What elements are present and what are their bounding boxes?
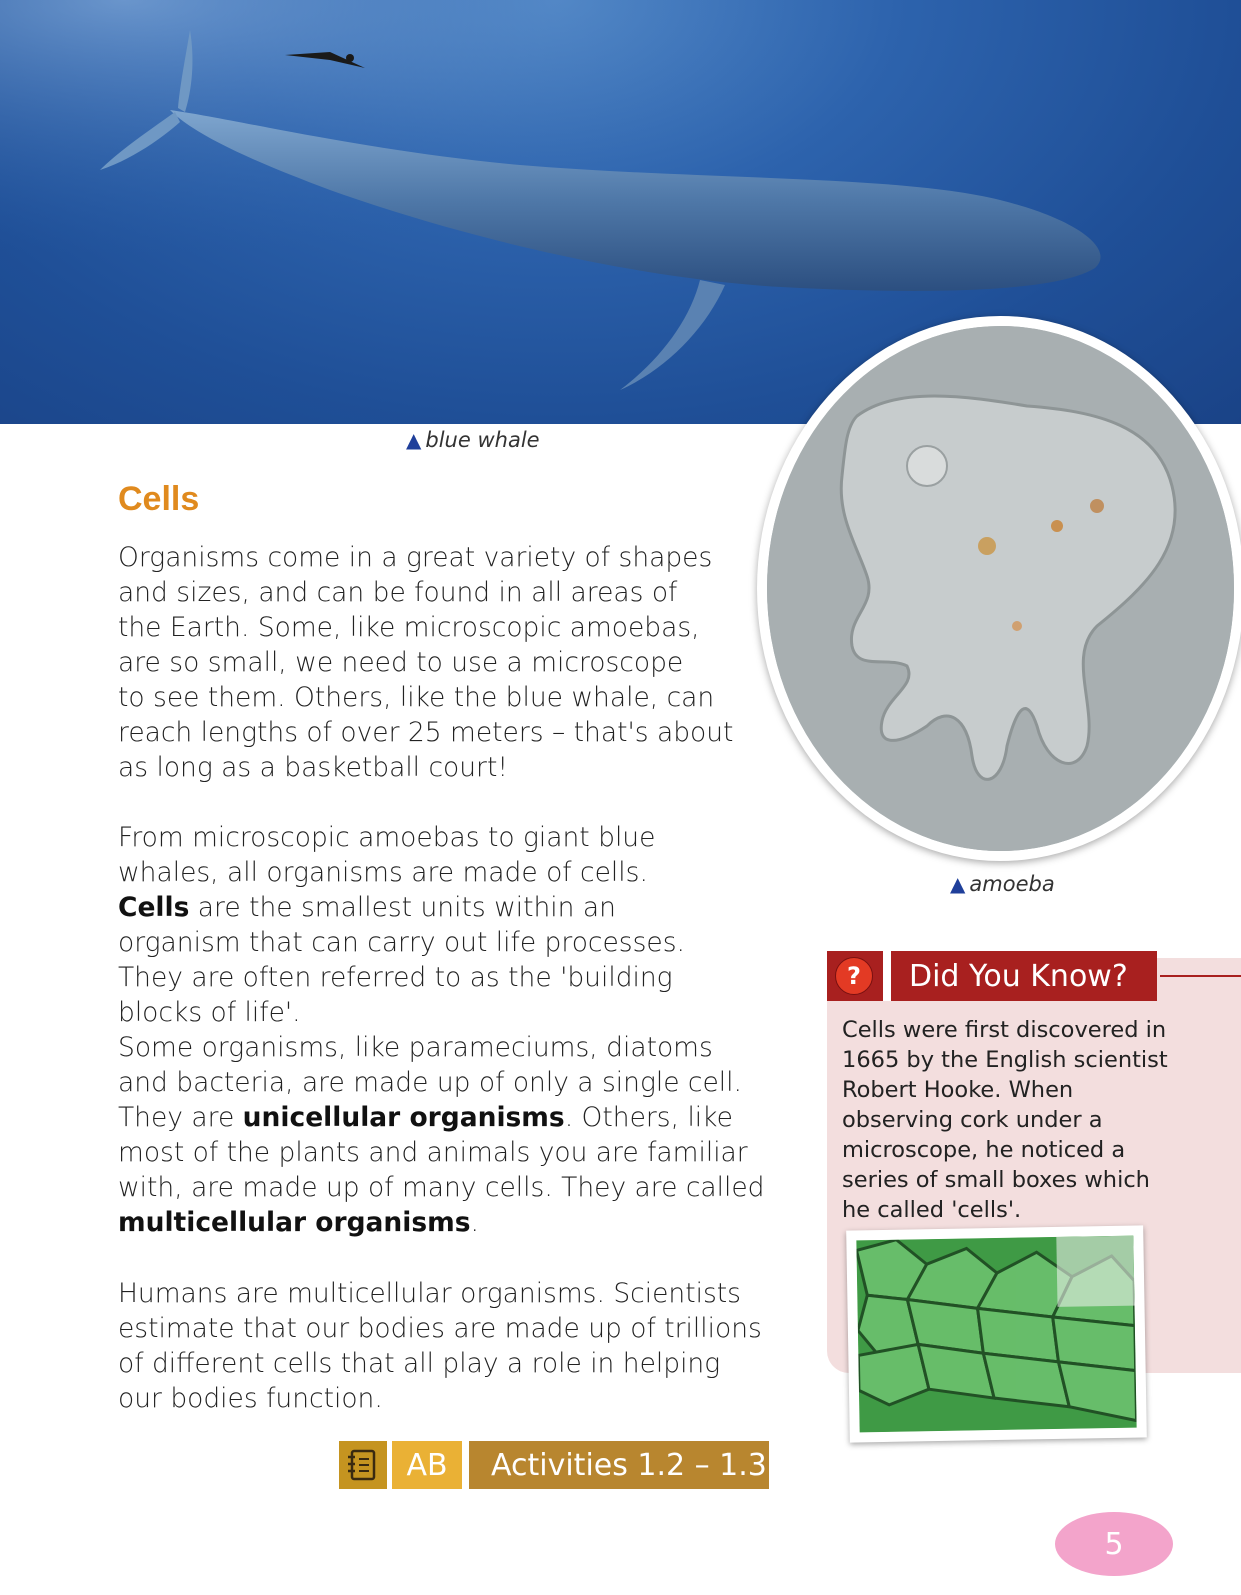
triangle-icon: ▲	[406, 428, 422, 452]
term-unicellular: unicellular organisms	[242, 1102, 565, 1133]
whale-caption: ▲ blue whale	[406, 428, 540, 452]
amoeba-illustration	[767, 326, 1234, 851]
triangle-icon: ▲	[950, 872, 966, 896]
notebook-icon	[339, 1441, 387, 1489]
did-you-know-text: Cells were first discovered in 1665 by the English scientist Robert Hooke. When observing cork under a microscope, he noticed a series of small boxes which he called 'cells'.	[842, 1017, 1168, 1223]
paragraph-1: Organisms come in a great variety of shapes and sizes, and can be found in all areas of the Earth. Some, like microscopic amoebas, are so small, we need to use a microscope to see them. Others, like the blue whale, can reach lengths of over 25 meters – that's about as long as a basketball court!	[118, 542, 734, 783]
paragraph-3: Some organisms, like parameciums, diatoms and bacteria, are made up of only a single cell. They are unicellular organisms. Others, like most of the plants and animals you are familiar with, are made up of many cells. They are called multicellular organisms.	[118, 1032, 765, 1238]
term-cells: Cells	[118, 892, 190, 923]
cork-cells-photo-frame	[846, 1225, 1147, 1442]
activity-book-label: AB	[392, 1441, 462, 1489]
question-mark-icon: ?	[835, 957, 873, 995]
page-number: 5	[1055, 1512, 1173, 1576]
section-heading: Cells	[118, 480, 200, 518]
cork-cells-illustration	[856, 1236, 1136, 1433]
header-rule	[1160, 975, 1241, 977]
term-multicellular: multicellular organisms	[118, 1207, 471, 1238]
did-you-know-title: Did You Know?	[909, 958, 1128, 994]
activities-reference: Activities 1.2 – 1.3	[469, 1441, 769, 1489]
notebook-glyph	[339, 1441, 387, 1489]
paragraph-4: Humans are multicellular organisms. Scientists estimate that our bodies are made up of trillions of different cells that all play a role in helping our bodies function.	[118, 1278, 762, 1414]
header-divider	[883, 951, 891, 1001]
did-you-know-header	[827, 951, 1157, 1001]
amoeba-caption: ▲ amoeba	[950, 872, 1055, 896]
paragraph-2: From microscopic amoebas to giant blue whales, all organisms are made of cells. Cells are the smallest units within an organism that can carry out life processes. They are often referred to as the 'building blocks of life'.	[118, 822, 685, 1028]
amoeba-photo-frame	[757, 316, 1241, 861]
amoeba-photo	[767, 326, 1234, 851]
cork-cells-photo	[856, 1236, 1136, 1433]
